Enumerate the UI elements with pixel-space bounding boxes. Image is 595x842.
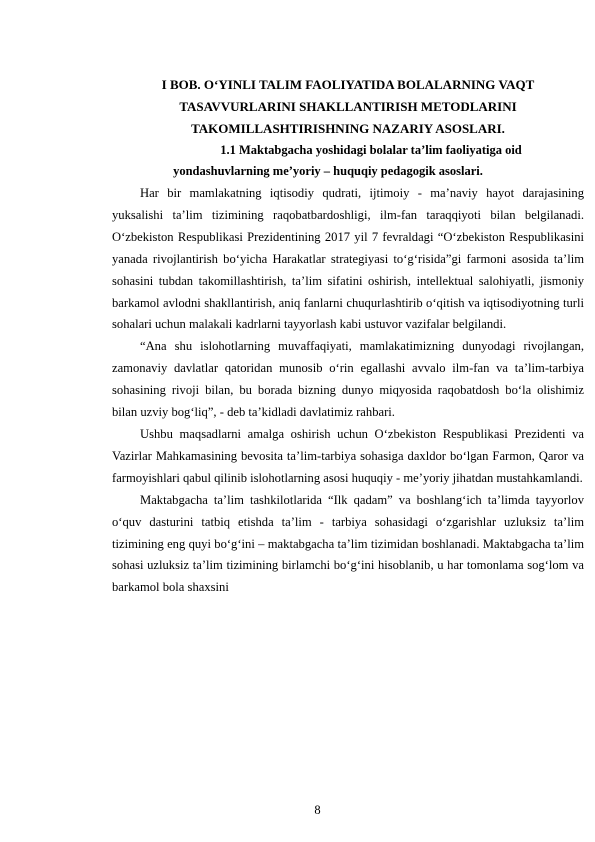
section-heading [112,140,584,182]
section-heading-line: 1.1 Maktabgacha yoshidagi bolalar ta’lim faoliyatiga oid [220,143,522,157]
chapter-heading-line: TAKOMILLASHTIRISHNING NAZARIY ASOSLARI. [191,121,505,136]
chapter-heading-line: I BOB. O‘YINLI TALIM FAOLIYATIDA BOLALARNING VAQT [161,77,535,92]
chapter-heading-line: TASAVVURLARINI SHAKLLANTIRISH METODLARINI [179,99,517,114]
chapter-heading [112,74,584,140]
body-paragraph: Har bir mamlakatning iqtisodiy qudrati, ijtimoiy - ma’naviy hayot darajasining yuksalishi ta’lim tizimining raqobatbardoshligi, ilm-fan taraqqiyoti bilan belgilanadi. O‘zbekiston Respublikasi Prezidentining 2017 yil 7 fevraldagi “O‘zbekiston Respublikasini yanada rivojlantirish bo‘yicha Harakatlar strategiyasi to‘g‘risida”gi farmoni asosida ta’lim sohasini tubdan takomillashtirish, ta’lim sifatini oshirish, intellektual salohiyatli, jismoniy barkamol avlodni shakllantirish, aniq fanlarni chuqurlashtirib o‘qitish va iqtisodiyotning turli sohalari uchun malakali kadrlarni tayyorlash kabi ustuvor vazifalar belgilandi. [112,186,584,332]
page-number: 8 [314,803,321,817]
section-heading-line: yondashuvlarning me’yoriy – huquqiy pedagogik asoslari. [173,164,483,178]
page-body [112,74,584,599]
body-paragraph: Ushbu maqsadlarni amalga oshirish uchun O‘zbekiston Respublikasi Prezidenti va Vazirlar Mahkamasining bevosita ta’lim-tarbiya sohasiga daxldor bo‘lgan Farmon, Qaror va farmoyishlari qabul qilinib islohotlarning asosi huquqiy - me’yoriy jihatdan mustahkamlandi. [112,426,584,485]
body-paragraph: “Ana shu islohotlarning muvaffaqiyati, mamlakatimizning dunyodagi rivojlangan, zamonaviy davlatlar qatoridan munosib o‘rin egallashi avvalo ilm-fan va ta’lim-tarbiya sohasining rivoji bilan, bu borada bizning dunyo miqyosida raqobatdosh bo‘la olishimiz bilan uzviy bog‘liq”, - deb ta’kidladi davlatimiz rahbari. [112,339,584,420]
body-paragraph: Maktabgacha ta’lim tashkilotlarida “Ilk qadam” va boshlang‘ich ta’limda tayyorlov o‘quv dasturini tatbiq etishda ta’lim - tarbiya sohasidagi o‘zgarishlar uzluksiz ta’lim tizimining eng quyi bo‘g‘ini – maktabgacha ta’lim tizimidan boshlanadi. Maktabgacha ta’lim sohasi uzluksiz ta’lim tizimining birlamchi bo‘g‘ini hisoblanib, u har tomonlama sog‘lom va barkamol bola shaxsini [112,492,584,595]
